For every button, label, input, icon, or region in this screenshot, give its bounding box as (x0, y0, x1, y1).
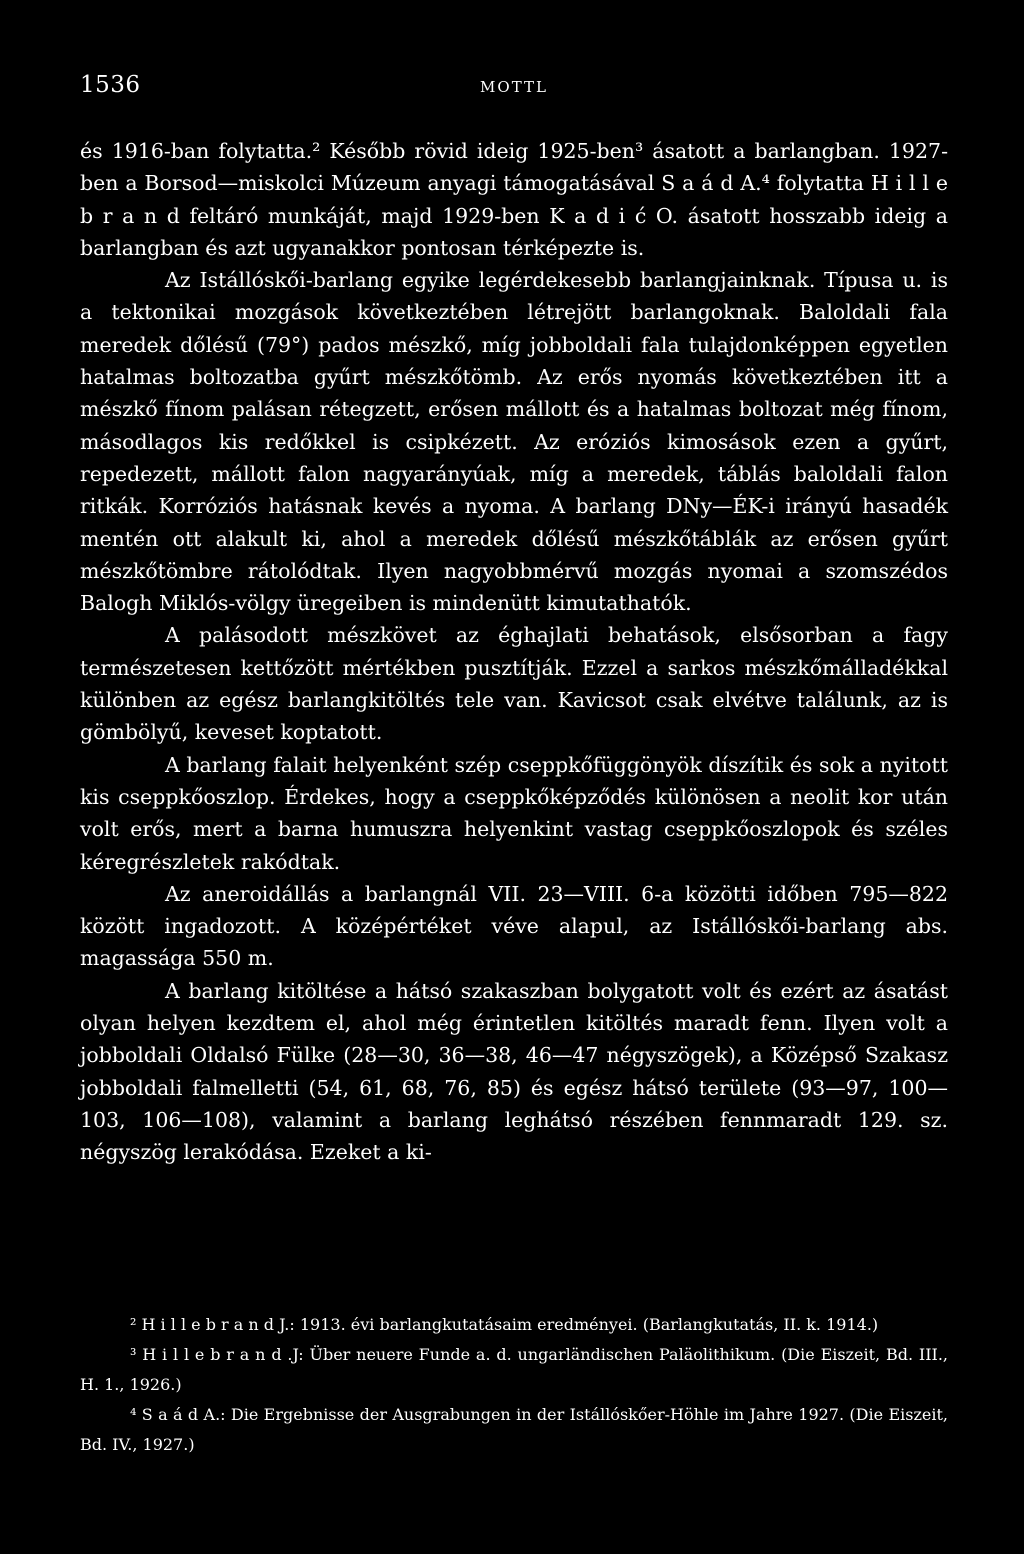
footnote-4: ⁴ S a á d A.: Die Ergebnisse der Ausgrabungen in der Istállóskőer-Höhle im Jahre 1927. (Die Eiszeit, Bd. IV., 1927.) (80, 1405, 948, 1454)
paragraph-3: A palásodott mészkövet az éghajlati behatások, elsősorban a fagy természetesen kettőzött mértékben pusztítják. Ezzel a sarkos mészkőmálladékkal különben az egész barlangkitöltés tele van. Kavicsot csak elvétve találunk, az is gömbölyű, keveset koptatott. (80, 623, 948, 745)
running-head: MOTTL (480, 78, 548, 96)
paragraph-1: és 1916-ban folytatta.² Később rövid ideig 1925-ben³ ásatott a barlangban. 1927-ben a Borsod—miskolci Múzeum anyagi támogatásával S a á d A.⁴ folytatta H i l l e b r a n d feltáró munkáját, majd 1929-ben K a d i ć O. ásatott hosszabb ideig a barlangban és azt ugyanakkor pontosan térképezte is. (80, 139, 948, 260)
page-number: 1536 (80, 72, 141, 98)
footnotes (80, 1310, 948, 1460)
footnote-3: ³ H i l l e b r a n d .J: Über neuere Funde a. d. ungarländischen Paläolithikum. (Die Eiszeit, Bd. III., H. 1., 1926.) (80, 1345, 948, 1394)
paragraph-4: A barlang falait helyenként szép cseppkőfüggönyök díszítik és sok a nyitott kis cseppkőoszlop. Érdekes, hogy a cseppkőképződés különösen a neolit kor után volt erős, mert a barna humuszra helyenkint vastag cseppkőoszlopok és széles kéregrészletek rakódtak. (80, 752, 948, 874)
paragraph-5: Az aneroidállás a barlangnál VII. 23—VIII. 6-a közötti időben 795—822 között ingadozott. A középértéket véve alapul, az Istállóskői-barlang abs. magassága 550 m. (80, 881, 948, 971)
paragraph-2: Az Istállóskői-barlang egyike legérdekesebb barlangjainknak. Típusa u. is a tektonikai mozgások következtében létrejött barlangoknak. Baloldali fala meredek dőlésű (79°) pados mészkő, míg jobboldali fala tulajdonképpen egyetlen hatalmas boltozatba gyűrt mészkőtömb. Az erős nyomás következtében itt a mészkő fínom palásan rétegzett, erősen mállott és a hatalmas boltozat még fínom, másodlagos kis redőkkel is csipkézett. Az eróziós kimosások ezen a gyűrt, repedezett, mállott falon nagyarányúak, míg a meredek, táblás baloldali falon ritkák. Korróziós hatásnak kevés a nyoma. A barlang DNy—ÉK-i irányú hasadék mentén ott alakult ki, ahol a meredek dőlésű mészkőtáblák az erősen gyűrt mészkőtömbre rátolódtak. Ilyen nagyobbmérvű mozgás nyomai a szomszédos Balogh Miklós-völgy üregeiben is mindenütt kimutathatók. (80, 268, 948, 616)
footnote-2: ² H i l l e b r a n d J.: 1913. évi barlangkutatásaim eredményei. (Barlangkutatás, II. k. 1914.) (130, 1315, 879, 1334)
page-header (80, 72, 948, 104)
body-text (80, 135, 948, 1169)
paragraph-6: A barlang kitöltése a hátsó szakaszban bolygatott volt és ezért az ásatást olyan helyen kezdtem el, ahol még érintetlen kitöltés maradt fenn. Ilyen volt a jobboldali Oldalsó Fülke (28—30, 36—38, 46—47 négyszögek), a Középső Szakasz jobboldali falmelletti (54, 61, 68, 76, 85) és egész hátsó területe (93—97, 100—103, 106—108), valamint a barlang leghátsó részében fennmaradt 129. sz. négyszög lerakódása. Ezeket a ki- (80, 978, 948, 1165)
